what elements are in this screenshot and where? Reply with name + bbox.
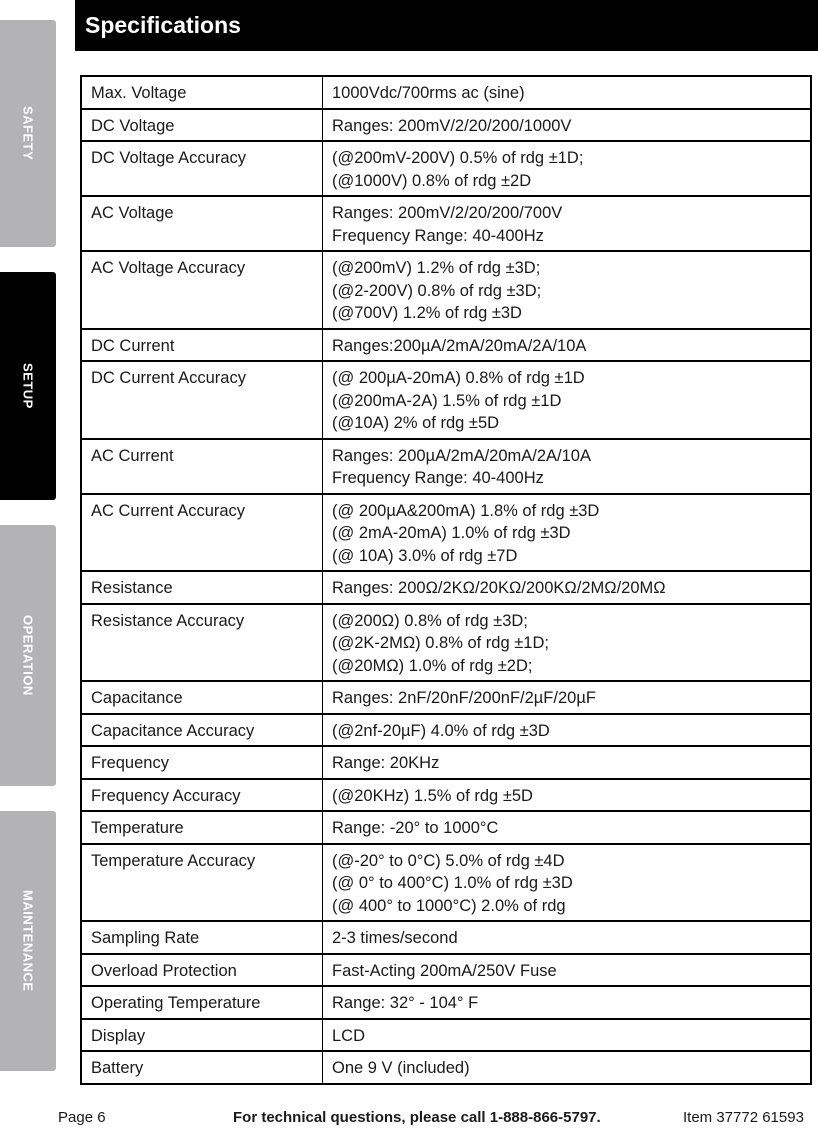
spec-value: [323, 811, 812, 844]
spec-label: Frequency: [81, 746, 323, 779]
spec-label: AC Voltage Accuracy: [81, 251, 323, 329]
table-row: [81, 141, 811, 196]
side-tab-safety[interactable]: [0, 20, 56, 247]
side-tab-setup[interactable]: [0, 272, 56, 500]
table-row: [81, 986, 811, 1019]
side-tab-maintenance-label: MAINTENANCE: [20, 890, 36, 992]
spec-value: [323, 76, 812, 109]
spec-label: DC Voltage Accuracy: [81, 141, 323, 196]
spec-value: [323, 681, 812, 714]
table-row: [81, 604, 811, 682]
spec-label: Max. Voltage: [81, 76, 323, 109]
spec-table-body: [81, 76, 811, 1084]
spec-value: [323, 746, 812, 779]
spec-value-line: (@20KHz) 1.5% of rdg ±5D: [332, 786, 533, 805]
spec-value-line: Frequency Range: 40-400Hz: [332, 226, 544, 245]
spec-value-line: Ranges:200µA/2mA/20mA/2A/10A: [332, 336, 587, 355]
support-contact: For technical questions, please call 1-888-866-5797.: [233, 1109, 601, 1126]
table-row: [81, 361, 811, 439]
spec-value: [323, 494, 812, 572]
spec-value-line: (@200mV-200V) 0.5% of rdg ±1D;: [332, 149, 584, 167]
spec-label: Resistance Accuracy: [81, 604, 323, 682]
spec-value-line: (@200mA-2A) 1.5% of rdg ±1D: [332, 391, 562, 410]
spec-value-line: LCD: [332, 1026, 366, 1045]
spec-value: [323, 954, 812, 987]
table-row: [81, 1019, 811, 1052]
spec-value-line: Range: 32° - 104° F: [332, 994, 479, 1012]
spec-value-line: (@1000V) 0.8% of rdg ±2D: [332, 171, 532, 190]
side-tab-setup-label: SETUP: [20, 363, 36, 409]
spec-label: Sampling Rate: [81, 921, 323, 954]
table-row: [81, 746, 811, 779]
spec-value-line: Range: 20KHz: [332, 754, 440, 772]
page-number: Page 6: [58, 1109, 106, 1126]
spec-value-line: (@2-200V) 0.8% of rdg ±3D;: [332, 281, 542, 300]
spec-value: [323, 196, 812, 251]
spec-label: Resistance: [81, 571, 323, 604]
spec-table: [80, 75, 812, 1085]
spec-value-line: (@2nf-20µF) 4.0% of rdg ±3D: [332, 721, 550, 740]
spec-label: DC Current: [81, 329, 323, 362]
spec-label: Operating Temperature: [81, 986, 323, 1019]
spec-value-line: (@ 200µA&200mA) 1.8% of rdg ±3D: [332, 501, 600, 520]
spec-label: Temperature Accuracy: [81, 844, 323, 922]
spec-value-line: Ranges: 200Ω/2KΩ/20KΩ/200KΩ/2MΩ/20MΩ: [332, 579, 666, 597]
spec-label: Temperature: [81, 811, 323, 844]
spec-value: [323, 251, 812, 329]
spec-label: Capacitance Accuracy: [81, 714, 323, 747]
table-row: [81, 811, 811, 844]
spec-label: AC Voltage: [81, 196, 323, 251]
table-row: [81, 779, 811, 812]
page-title: Specifications: [85, 12, 241, 38]
spec-value: [323, 844, 812, 922]
spec-value-line: Ranges: 200mV/2/20/200/1000V: [332, 116, 572, 135]
table-row: [81, 76, 811, 109]
spec-value-line: 1000Vdc/700rms ac (sine): [332, 84, 525, 102]
table-row: [81, 921, 811, 954]
spec-value: [323, 1051, 812, 1084]
table-row: [81, 251, 811, 329]
spec-value-line: (@ 0° to 400°C) 1.0% of rdg ±3D: [332, 874, 573, 892]
spec-value: [323, 571, 812, 604]
spec-value-line: One 9 V (included): [332, 1059, 470, 1077]
table-row: [81, 844, 811, 922]
spec-value-line: Ranges: 200µA/2mA/20mA/2A/10A: [332, 446, 591, 465]
spec-label: AC Current: [81, 439, 323, 494]
spec-value: [323, 714, 812, 747]
page-footer: [0, 1109, 818, 1129]
spec-value-line: Ranges: 2nF/20nF/200nF/2µF/20µF: [332, 689, 596, 707]
spec-value: [323, 439, 812, 494]
table-row: [81, 109, 811, 142]
section-header: [75, 0, 818, 51]
table-row: [81, 439, 811, 494]
table-row: [81, 329, 811, 362]
spec-value-line: (@-20° to 0°C) 5.0% of rdg ±4D: [332, 851, 565, 870]
spec-value: [323, 329, 812, 362]
spec-value: [323, 1019, 812, 1052]
spec-value: [323, 141, 812, 196]
spec-label: Display: [81, 1019, 323, 1052]
spec-value-line: (@ 400° to 1000°C) 2.0% of rdg: [332, 896, 566, 915]
item-number: Item 37772 61593: [683, 1109, 804, 1126]
side-tab-operation-label: OPERATION: [20, 615, 36, 696]
spec-label: DC Current Accuracy: [81, 361, 323, 439]
table-row: [81, 1051, 811, 1084]
spec-value-line: 2-3 times/second: [332, 929, 458, 947]
spec-label: Capacitance: [81, 681, 323, 714]
table-row: [81, 494, 811, 572]
table-row: [81, 714, 811, 747]
spec-label: Overload Protection: [81, 954, 323, 987]
spec-label: AC Current Accuracy: [81, 494, 323, 572]
spec-value: [323, 986, 812, 1019]
spec-value-line: Frequency Range: 40-400Hz: [332, 469, 544, 487]
spec-value-line: (@700V) 1.2% of rdg ±3D: [332, 304, 522, 322]
spec-value: [323, 921, 812, 954]
side-tab-maintenance[interactable]: [0, 811, 56, 1071]
spec-value-line: Range: -20° to 1000°C: [332, 819, 499, 837]
table-row: [81, 954, 811, 987]
side-tab-safety-label: SAFETY: [20, 106, 36, 161]
spec-value-line: (@ 200µA-20mA) 0.8% of rdg ±1D: [332, 369, 585, 387]
spec-value-line: (@20MΩ) 1.0% of rdg ±2D;: [332, 656, 533, 675]
side-tab-operation[interactable]: [0, 525, 56, 786]
table-row: [81, 681, 811, 714]
table-row: [81, 571, 811, 604]
spec-value-line: (@200Ω) 0.8% of rdg ±3D;: [332, 611, 528, 630]
spec-value-line: Ranges: 200mV/2/20/200/700V: [332, 204, 563, 222]
spec-value-line: (@ 2mA-20mA) 1.0% of rdg ±3D: [332, 524, 571, 542]
spec-label: Frequency Accuracy: [81, 779, 323, 812]
spec-label: Battery: [81, 1051, 323, 1084]
spec-value-line: (@ 10A) 3.0% of rdg ±7D: [332, 546, 518, 565]
spec-value: [323, 109, 812, 142]
spec-value: [323, 779, 812, 812]
spec-value: [323, 604, 812, 682]
spec-label: DC Voltage: [81, 109, 323, 142]
table-row: [81, 196, 811, 251]
spec-value-line: (@10A) 2% of rdg ±5D: [332, 414, 500, 432]
spec-value-line: (@200mV) 1.2% of rdg ±3D;: [332, 259, 541, 277]
spec-value-line: Fast-Acting 200mA/250V Fuse: [332, 961, 557, 980]
spec-value: [323, 361, 812, 439]
spec-value-line: (@2K-2MΩ) 0.8% of rdg ±1D;: [332, 634, 549, 652]
